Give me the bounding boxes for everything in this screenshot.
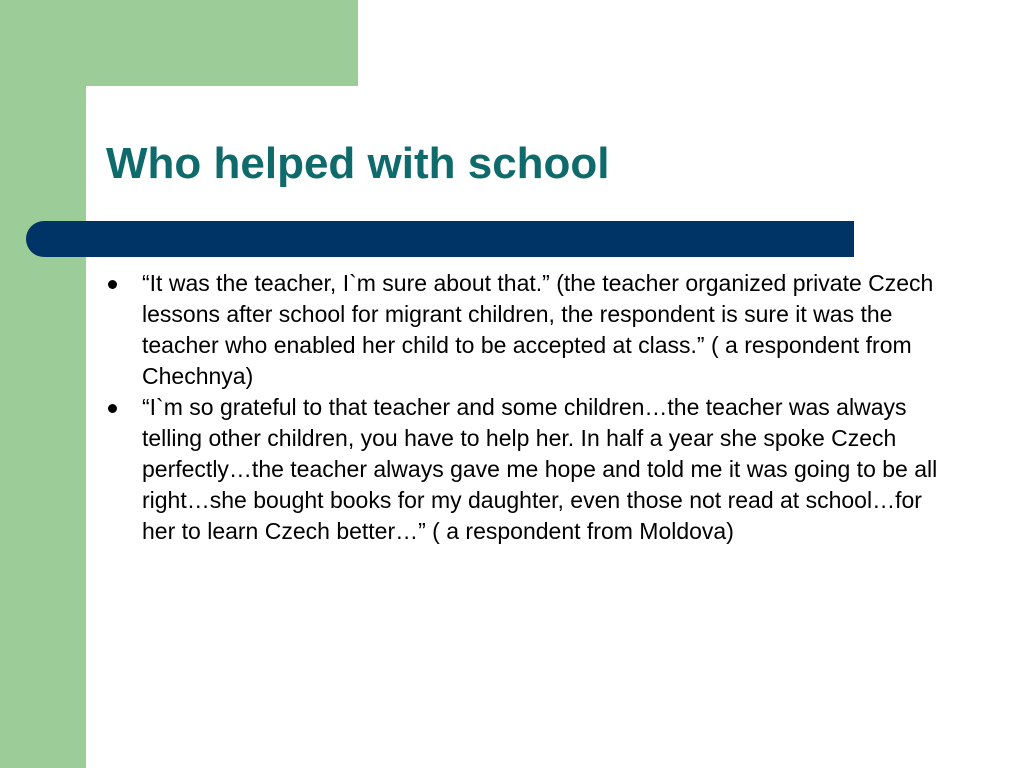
title-divider-bar xyxy=(26,221,854,257)
bullet-item xyxy=(106,392,956,547)
green-top-band xyxy=(0,0,358,86)
bullet-list xyxy=(106,268,956,547)
slide-title: Who helped with school xyxy=(106,139,610,188)
green-side-band xyxy=(0,0,86,768)
bullet-text: “I`m so grateful to that teacher and some children…the teacher was always telling other children, you have to help her. In half a year she spoke Czech perfectly…the teacher always gave me hope and told me it was going to be all right…she bought books for my daughter, even those not read at school…for her to learn Czech better…” ( a respondent from Moldova) xyxy=(142,394,938,544)
bullet-dot-icon xyxy=(108,404,117,413)
bullet-item xyxy=(106,268,956,392)
bullet-text: “It was the teacher, I`m sure about that.” (the teacher organized private Czech lessons after school for migrant children, the respondent is sure it was the teacher who enabled her child to be accepted at class.” ( a respondent from Chechnya) xyxy=(142,270,934,389)
bullet-dot-icon xyxy=(108,280,117,289)
